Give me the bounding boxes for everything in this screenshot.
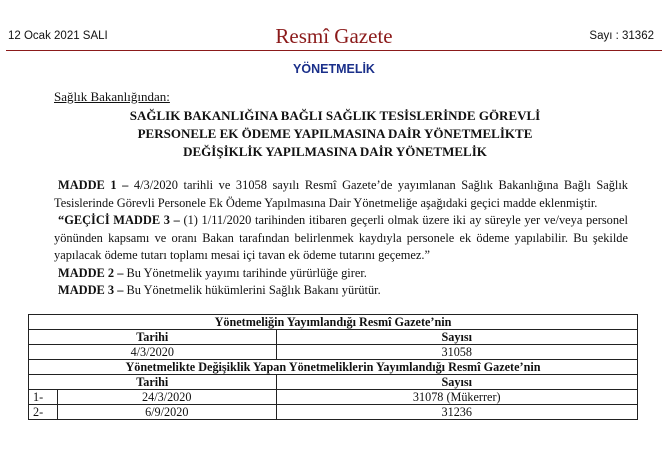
original-date: 4/3/2020 bbox=[29, 345, 277, 360]
table-heading-row bbox=[29, 360, 638, 375]
article-2 bbox=[54, 265, 628, 283]
title-line: SAĞLIK BAKANLIĞINA BAĞLI SAĞLIK TESİSLERİNDE GÖREVLİ bbox=[129, 108, 541, 123]
amendment-number: 31078 (Mükerrer) bbox=[276, 390, 638, 405]
publication-history-table bbox=[28, 314, 638, 420]
amendment-number: 31236 bbox=[276, 405, 638, 420]
header-divider bbox=[6, 50, 662, 51]
table-row bbox=[29, 405, 638, 420]
article-1-label: MADDE 1 – bbox=[58, 178, 129, 192]
article-3 bbox=[54, 282, 628, 300]
table-column-header-row bbox=[29, 330, 638, 345]
provisional-article-3 bbox=[54, 212, 628, 265]
issuing-ministry: Sağlık Bakanlığından: bbox=[54, 89, 170, 104]
row-index: 1- bbox=[29, 390, 58, 405]
column-header-number: Sayısı bbox=[276, 330, 638, 345]
regulation-title bbox=[40, 107, 630, 161]
article-1-text: 4/3/2020 tarihli ve 31058 sayılı Resmî Gazete’de yayımlanan Sağlık Bakanlığına Bağlı Sağlık Tesislerinde Görevli Personele Ek Ödeme Yapılmasına Dair Yönetmeliğe aşağıdaki geçici madde eklenmiştir. bbox=[54, 178, 628, 210]
amendment-date: 24/3/2020 bbox=[58, 390, 277, 405]
provisional-article-3-label: “GEÇİCİ MADDE 3 – bbox=[58, 213, 180, 227]
column-header-number: Sayısı bbox=[276, 375, 638, 390]
article-1 bbox=[54, 177, 628, 212]
table-amend-heading: Yönetmelikte Değişiklik Yapan Yönetmeliklerin Yayımlandığı Resmî Gazete’nin bbox=[29, 360, 638, 375]
table-main-heading: Yönetmeliğin Yayımlandığı Resmî Gazete’nin bbox=[29, 315, 638, 330]
gazette-name: Resmî Gazete bbox=[275, 24, 393, 48]
title-line: DEĞİŞİKLİK YAPILMASINA DAİR YÖNETMELİK bbox=[183, 144, 487, 159]
title-line: PERSONELE EK ÖDEME YAPILMASINA DAİR YÖNETMELİKTE bbox=[137, 126, 533, 141]
regulation-body bbox=[54, 177, 628, 300]
issue-number: Sayı : 31362 bbox=[589, 30, 654, 42]
table-heading-row bbox=[29, 315, 638, 330]
article-2-label: MADDE 2 – bbox=[58, 265, 124, 280]
table-row bbox=[29, 345, 638, 360]
gazette-header bbox=[0, 0, 668, 50]
original-number: 31058 bbox=[276, 345, 638, 360]
row-index: 2- bbox=[29, 405, 58, 420]
provisional-article-3-text: (1) 1/11/2020 tarihinden itibaren geçerli olmak üzere iki ay süreyle yer ve/veya personel yönünden kapsamı ve oranı Bakan tarafından belirlenmek kaydıyla personele ek ödeme yapılabilir. Bu şekilde yapılacak ödeme tutarı toplamı mesai içi tavan ek ödeme tutarını geçemez.” bbox=[54, 213, 628, 262]
section-title: YÖNETMELİK bbox=[293, 62, 375, 76]
table-column-header-row bbox=[29, 375, 638, 390]
article-2-text: Bu Yönetmelik yayımı tarihinde yürürlüğe girer. bbox=[123, 265, 367, 280]
table-row bbox=[29, 390, 638, 405]
publication-date: 12 Ocak 2021 SALI bbox=[8, 30, 108, 42]
column-header-date: Tarihi bbox=[29, 375, 277, 390]
amendment-date: 6/9/2020 bbox=[58, 405, 277, 420]
column-header-date: Tarihi bbox=[29, 330, 277, 345]
article-3-text: Bu Yönetmelik hükümlerini Sağlık Bakanı yürütür. bbox=[123, 283, 381, 297]
article-3-label: MADDE 3 – bbox=[58, 283, 124, 297]
